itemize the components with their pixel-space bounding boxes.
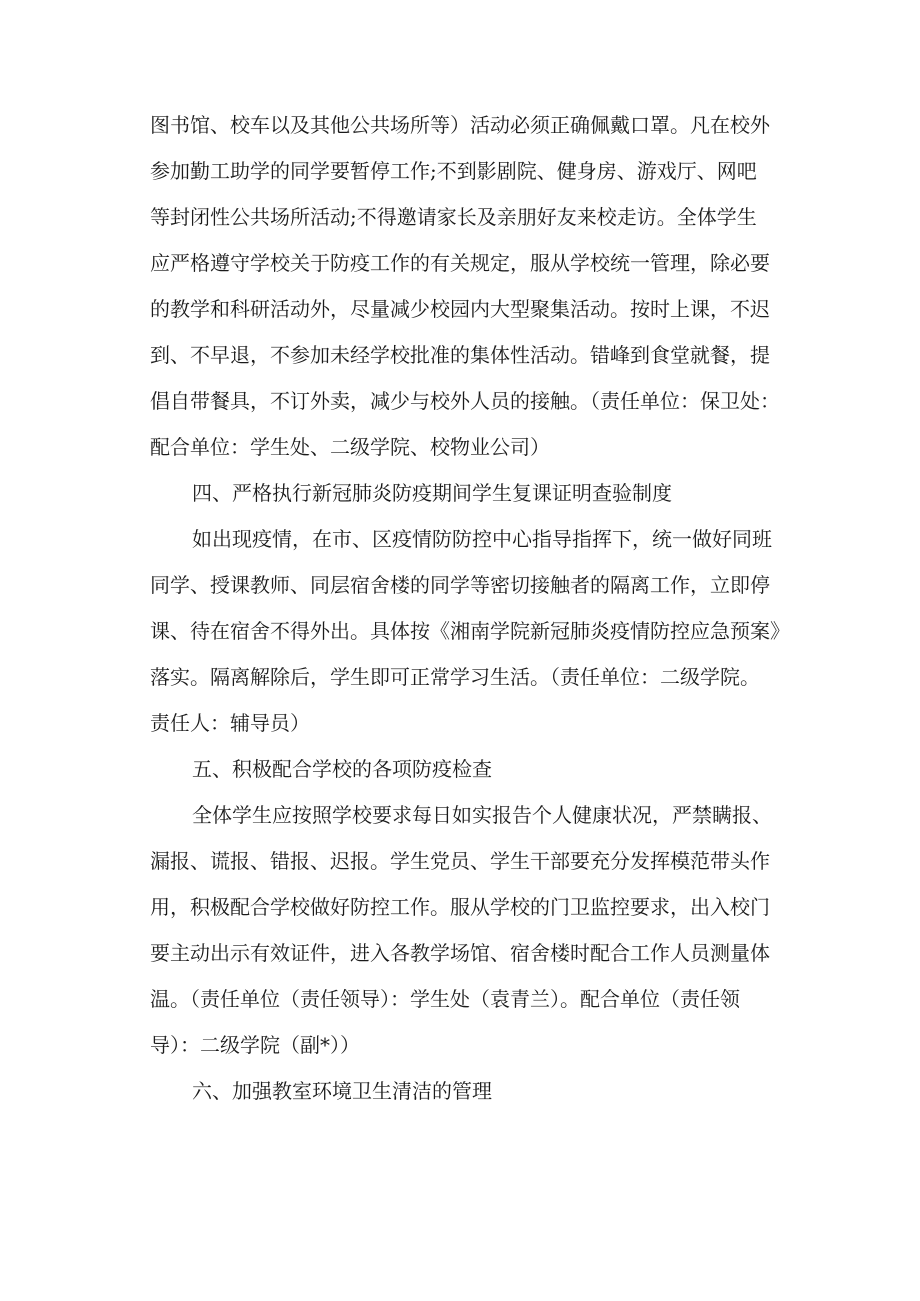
paragraph-line: 同学、授课教师、同层宿舍楼的同学等密切接触者的隔离工作，立即停: [150, 573, 770, 597]
paragraph-line: 参加勤工助学的同学要暂停工作;不到影剧院、健身房、游戏厅、网吧: [150, 159, 757, 183]
paragraph-line: 责任人：辅导员）: [150, 711, 310, 735]
paragraph-line: 配合单位：学生处、二级学院、校物业公司）: [150, 435, 550, 459]
paragraph-line: 温。（责任单位（责任领导）：学生处（袁青兰）。配合单位（责任领: [150, 987, 740, 1011]
paragraph-line: 要主动出示有效证件，进入各教学场馆、宿舍楼时配合工作人员测量体: [150, 941, 770, 965]
paragraph-line: 落实。隔离解除后，学生即可正常学习生活。（责任单位：二级学院。: [150, 665, 760, 689]
section-heading-5: 五、积极配合学校的各项防疫检查: [192, 757, 492, 781]
paragraph-line: 如出现疫情，在市、区疫情防防控中心指导指挥下，统一做好同班: [192, 527, 772, 551]
section-heading-6: 六、加强教室环境卫生清洁的管理: [192, 1079, 492, 1103]
paragraph-line: 导）：二级学院（副*））: [150, 1033, 360, 1057]
paragraph-line: 的教学和科研活动外，尽量减少校园内大型聚集活动。按时上课，不迟: [150, 297, 770, 321]
paragraph-line: 全体学生应按照学校要求每日如实报告个人健康状况，严禁瞒报、: [192, 803, 772, 827]
paragraph-line: 倡自带餐具，不订外卖，减少与校外人员的接触。（责任单位：保卫处：: [150, 389, 780, 413]
paragraph-line: 漏报、谎报、错报、迟报。学生党员、学生干部要充分发挥模范带头作: [150, 849, 770, 873]
section-heading-4: 四、严格执行新冠肺炎防疫期间学生复课证明查验制度: [192, 481, 672, 505]
paragraph-line: 用，积极配合学校做好防控工作。服从学校的门卫监控要求，出入校门: [150, 895, 770, 919]
paragraph-line: 课、待在宿舍不得外出。具体按《湘南学院新冠肺炎疫情防控应急预案》: [150, 619, 790, 643]
document-body: [150, 102, 790, 1114]
paragraph-line: 应严格遵守学校关于防疫工作的有关规定，服从学校统一管理，除必要: [150, 251, 770, 275]
paragraph-line: 图书馆、校车以及其他公共场所等）活动必须正确佩戴口罩。凡在校外: [150, 113, 770, 137]
paragraph-line: 到、不早退，不参加未经学校批准的集体性活动。错峰到食堂就餐，提: [150, 343, 770, 367]
paragraph-line: 等封闭性公共场所活动;不得邀请家长及亲朋好友来校走访。全体学生: [150, 205, 757, 229]
